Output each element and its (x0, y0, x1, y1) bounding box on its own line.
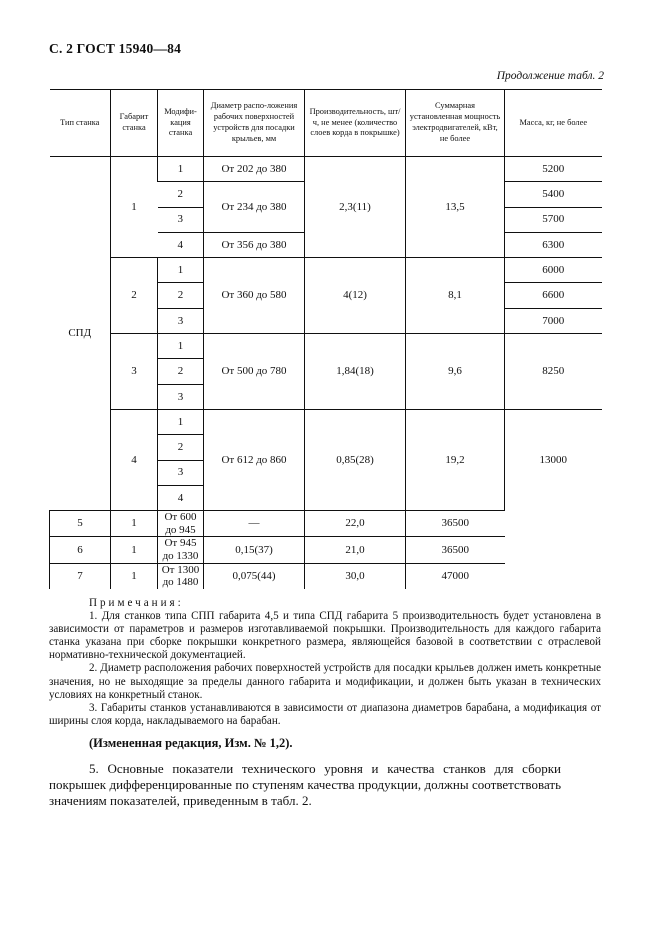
cell-mod: 1 (158, 334, 204, 359)
cell-mass: 8250 (505, 334, 602, 410)
cell-diameter: От 360 до 580 (204, 258, 305, 334)
note-item: 1. Для станков типа СПП габарита 4,5 и типа СПД габарита 5 производительность будет установлена в зависимости от параметров и размеров изготавливаемой покрышки. Производительность для каждого габарита станка указана при сборке покрышки конкретного размера, являющейся базовой в соответствии с отраслевой нормативно-технической документацией. (49, 610, 601, 662)
cell-diameter: От 500 до 780 (204, 334, 305, 410)
cell-power: 30,0 (305, 563, 406, 589)
cell-mod: 4 (158, 485, 204, 510)
section-5-paragraph: 5. Основные показатели технического уровня и качества станков для сборки покрышек дифференцированные по ступеням качества продукции, должны соответствовать значениям показателей, приведенным в табл. 2. (49, 761, 561, 808)
cell-gabarit: 3 (111, 334, 158, 410)
table-row (50, 258, 602, 283)
cell-mass: 36500 (406, 511, 505, 537)
cell-mod: 2 (158, 182, 204, 207)
cell-power: 9,6 (406, 334, 505, 410)
cell-type: СПД (68, 327, 92, 340)
cell-mod: 1 (158, 157, 204, 182)
cell-diameter: От 612 до 860 (204, 409, 305, 510)
cell-productivity: 0,075(44) (204, 563, 305, 589)
cell-mass: 6000 (505, 258, 602, 283)
cell-power: 21,0 (305, 537, 406, 563)
cell-mass: 5200 (505, 157, 602, 182)
cell-power: 13,5 (406, 157, 505, 258)
cell-productivity: 0,15(37) (204, 537, 305, 563)
cell-mod: 2 (158, 283, 204, 308)
header-power: Суммарная установленная мощность электродвигателей, кВт, не более (406, 90, 505, 157)
cell-diameter: От 1300 до 1480 (158, 563, 204, 589)
cell-mod: 4 (158, 232, 204, 257)
cell-gabarit: 4 (111, 409, 158, 510)
cell-mass: 6300 (505, 232, 602, 257)
cell-mass: 36500 (406, 537, 505, 563)
header-mass: Масса, кг, не более (505, 90, 602, 157)
cell-diameter: От 356 до 380 (204, 232, 305, 257)
header-type: Тип станка (50, 90, 111, 157)
cell-mod: 3 (158, 308, 204, 333)
cell-mod: 3 (158, 460, 204, 485)
cell-power: 22,0 (305, 511, 406, 537)
cell-productivity: — (204, 511, 305, 537)
cell-productivity: 1,84(18) (305, 334, 406, 410)
cell-gabarit: 7 (50, 563, 111, 589)
cell-diameter: От 234 до 380 (204, 182, 305, 233)
cell-mod: 1 (111, 511, 158, 537)
table-row (50, 511, 602, 537)
cell-diameter: От 600 до 945 (158, 511, 204, 537)
table-header-row (50, 90, 602, 157)
cell-power: 19,2 (406, 409, 505, 510)
table-row (50, 157, 602, 182)
header-gabarit: Габарит станка (111, 90, 158, 157)
cell-mass: 47000 (406, 563, 505, 589)
cell-mod: 2 (158, 435, 204, 460)
table-row (50, 409, 602, 434)
amendment-note: (Измененная редакция, Изм. № 1,2). (89, 736, 293, 750)
data-table (49, 89, 602, 589)
cell-mod: 1 (111, 537, 158, 563)
table-continuation-label: Продолжение табл. 2 (496, 70, 604, 82)
cell-mod: 1 (111, 563, 158, 589)
cell-power: 8,1 (406, 258, 505, 334)
table-row (50, 334, 602, 359)
cell-gabarit: 5 (50, 511, 111, 537)
table-row (50, 563, 602, 589)
cell-diameter: От 202 до 380 (204, 157, 305, 182)
cell-gabarit: 2 (111, 258, 158, 334)
cell-mass: 7000 (505, 308, 602, 333)
cell-mass: 13000 (505, 409, 602, 510)
cell-productivity: 0,85(28) (305, 409, 406, 510)
header-diameter: Диаметр распо-ложения рабочих поверхностей устройств для посадки крыльев, мм (204, 90, 305, 157)
cell-mod: 1 (158, 258, 204, 283)
header-modification: Модифи-кация станка (158, 90, 204, 157)
notes-title: Примечания: (89, 597, 184, 609)
cell-diameter: От 945 до 1330 (158, 537, 204, 563)
cell-mass: 5700 (505, 207, 602, 232)
header-productivity: Производительность, шт/ч, не менее (количество слоев корда в покрышке) (305, 90, 406, 157)
cell-productivity: 2,3(11) (305, 157, 406, 258)
cell-mass: 5400 (505, 182, 602, 207)
notes-section (49, 597, 601, 728)
note-item: 2. Диаметр расположения рабочих поверхностей устройств для посадки крыльев должен иметь конкретные значения, но не выходящие за пределы данного габарита и модификации, и должен быть указан в технических условиях на конкретный станок. (49, 662, 601, 701)
cell-mod: 1 (158, 409, 204, 434)
cell-mod: 2 (158, 359, 204, 384)
page-header: С. 2 ГОСТ 15940—84 (49, 41, 182, 56)
cell-mass: 6600 (505, 283, 602, 308)
cell-mod: 3 (158, 384, 204, 409)
note-item: 3. Габариты станков устанавливаются в зависимости от диапазона диаметров барабана, а модификация от ширины слоя корда, накладываемого на барабан. (49, 701, 601, 727)
table-row (50, 537, 602, 563)
cell-gabarit: 1 (111, 157, 158, 258)
cell-gabarit: 6 (50, 537, 111, 563)
cell-productivity: 4(12) (305, 258, 406, 334)
cell-mod: 3 (158, 207, 204, 232)
